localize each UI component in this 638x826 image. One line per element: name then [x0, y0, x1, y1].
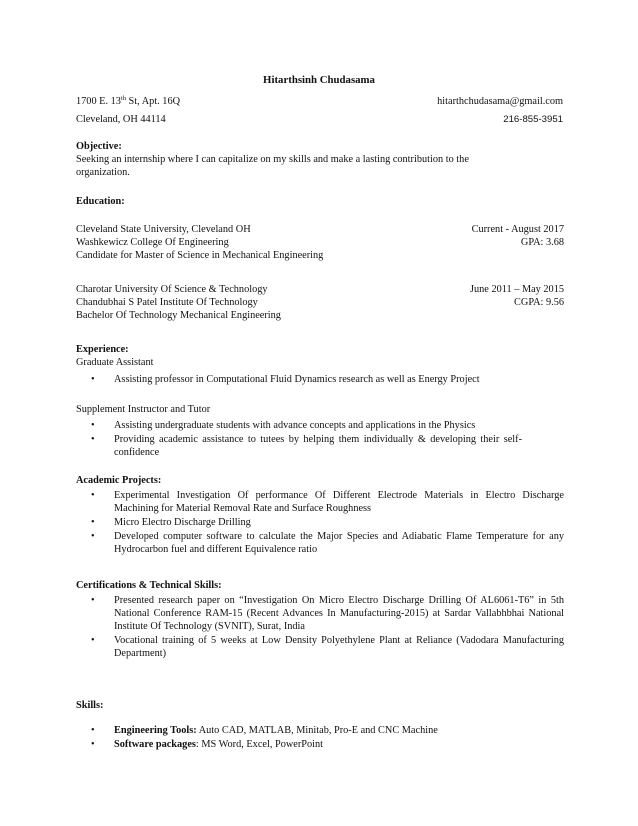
education-row	[76, 310, 564, 323]
degree-name: Bachelor Of Technology Mechanical Engineering	[76, 309, 281, 321]
education-heading-block	[76, 196, 564, 209]
list-item	[76, 739, 564, 752]
education-entry	[76, 224, 564, 263]
skill-bullets	[76, 725, 564, 752]
bullet-icon: •	[91, 434, 95, 446]
education-row	[76, 224, 564, 237]
bullet-icon: •	[91, 517, 95, 529]
list-item: • Providing academic assistance to tutees by helping them individually & developing their self-confidence	[91, 434, 522, 459]
list-item: • Presented research paper on “Investigation On Micro Electro Discharge Drilling Of AL6061-T6” in 5th National Conference RAM-15 (Recent Advances In Manufacturing-2015) at Sardar Vallabhbhai National Institute Of Technology (SVNIT), Surat, India	[91, 594, 564, 632]
email-address: hitarthchudasama@gmail.com	[437, 96, 563, 107]
address-street-number: 1700 E. 13	[76, 96, 121, 107]
bullet-icon: •	[91, 634, 95, 646]
bullet-icon: •	[91, 739, 95, 751]
education-row	[76, 250, 564, 263]
skill-value: Auto CAD, MATLAB, Minitab, Pro-E and CNC Machine	[196, 724, 438, 736]
education-date: June 2011 – May 2015	[470, 284, 564, 295]
candidate-name: Hitarthsinh Chudasama	[263, 74, 375, 86]
objective-section	[76, 141, 564, 180]
bullet-icon: •	[91, 373, 95, 385]
list-item: • Experimental Investigation Of performance Of Different Electrode Materials in Electro Discharge Machining for Material Removal Rate and Surface Roughness	[91, 489, 564, 514]
objective-heading: Objective:	[76, 141, 122, 152]
academic-projects-section	[76, 475, 564, 559]
skill-label: Software packages	[114, 739, 196, 751]
role-title: Supplement Instructor and Tutor	[76, 404, 211, 415]
education-row	[76, 297, 564, 310]
skills-section	[76, 700, 564, 754]
project-bullets	[76, 490, 564, 557]
role-bullets	[76, 374, 564, 387]
education-row	[76, 237, 564, 250]
address-street-rest: St, Apt. 16Q	[125, 96, 181, 107]
education-heading: Education:	[76, 196, 125, 207]
education-row	[76, 284, 564, 297]
address-ordinal-suffix: th	[120, 95, 126, 102]
education-entry	[76, 284, 564, 323]
bullet-icon: •	[91, 489, 95, 501]
role-title: Graduate Assistant	[76, 356, 154, 368]
skill-value: : MS Word, Excel, PowerPoint	[195, 739, 324, 751]
degree-name: Candidate for Master of Science in Mechanical Engineering	[76, 249, 324, 261]
bullet-icon: •	[91, 724, 95, 736]
certifications-section	[76, 580, 564, 662]
school-name: Charotar University Of Science & Technology	[76, 284, 268, 295]
experience-section	[76, 344, 564, 388]
experience-heading: Experience:	[76, 344, 129, 355]
certifications-heading: Certifications & Technical Skills:	[76, 580, 222, 591]
college-name: Washkewicz College Of Engineering	[76, 236, 229, 248]
certification-bullets	[76, 595, 564, 661]
bullet-icon: •	[91, 594, 95, 606]
bullet-icon: •	[91, 419, 95, 431]
school-name: Cleveland State University, Cleveland OH	[76, 224, 251, 235]
list-item: • Assisting professor in Computational Fluid Dynamics research as well as Energy Project	[91, 373, 480, 385]
skill-label: Engineering Tools:	[114, 724, 197, 736]
list-item	[76, 725, 564, 738]
role-bullets	[76, 420, 564, 460]
list-item: • Micro Electro Discharge Drilling	[91, 517, 251, 529]
address-line-2: Cleveland, OH 44114	[76, 114, 166, 125]
education-date: Current - August 2017	[471, 224, 564, 235]
academic-projects-heading: Academic Projects:	[76, 475, 162, 486]
address-line-1	[76, 96, 180, 109]
education-grade: GPA: 3.68	[520, 236, 564, 248]
list-item: • Vocational training of 5 weeks at Low Density Polyethylene Plant at Reliance (Vadodara Manufacturing Department)	[91, 634, 564, 659]
list-item: • Developed computer software to calculate the Major Species and Adiabatic Flame Temperature for any Hydrocarbon fuel and different Equivalence ratio	[91, 531, 564, 556]
objective-text: Seeking an internship where I can capitalize on my skills and make a lasting contribution to the organization.	[76, 153, 469, 178]
bullet-icon: •	[91, 531, 95, 543]
experience-role	[76, 404, 564, 461]
skills-heading: Skills:	[76, 700, 104, 711]
phone-number: 216-855-3951	[503, 114, 563, 125]
education-grade: CGPA: 9.56	[514, 296, 564, 308]
list-item: • Assisting undergraduate students with advance concepts and applications in the Physics	[91, 419, 476, 431]
college-name: Chandubhai S Patel Institute Of Technology	[76, 296, 258, 308]
